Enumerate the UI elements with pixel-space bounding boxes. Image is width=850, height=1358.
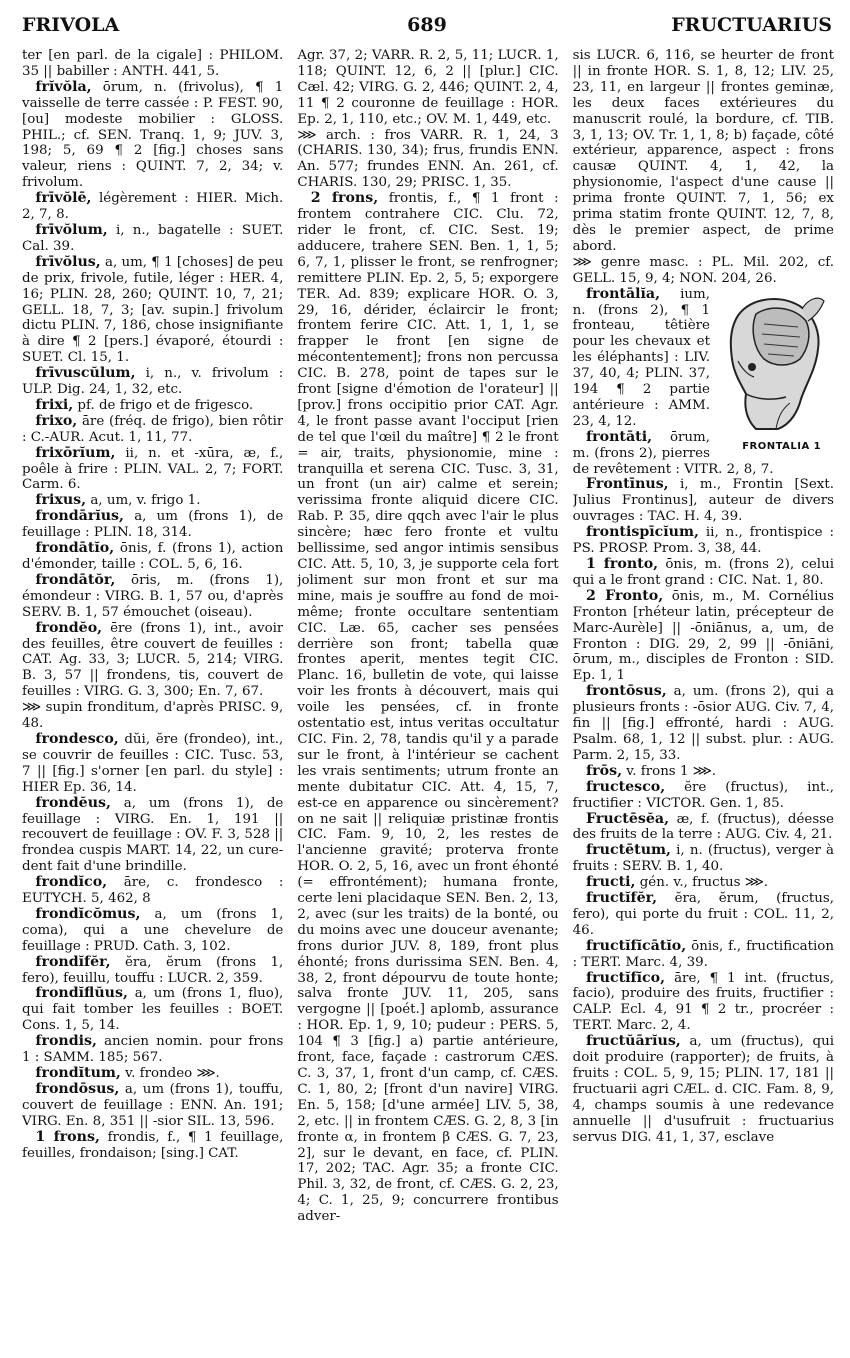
dictionary-entry <box>573 589 834 684</box>
entry-text: a, um (frons 1), touffu, couvert de feuillage : ENN. An. 191; VIRG. En. 8, 351 || -sior SIL. 13, 596. <box>22 1081 284 1129</box>
dictionary-entry <box>22 509 283 541</box>
entry-text: a, um, v. frigo 1. <box>90 493 201 509</box>
entry-text: āre (fréq. de frigo), bien rôtir : C.-AUR. Acut. 1, 11, 77. <box>22 413 284 445</box>
entry-headword: frōs, <box>586 762 623 779</box>
entry-text: ōnis, m. (frons 2), celui qui a le front grand : CIC. Nat. 1, 80. <box>572 557 834 588</box>
entry-headword: frondĭco, <box>35 874 108 891</box>
header-left-guide-word: FRIVOLA <box>22 14 120 36</box>
entry-text: ōris, m. (frons 1), émondeur : VIRG. B. 1, 57 ou, d'après SERV. B. 1, 57 émouchet (oiseau). <box>22 572 284 620</box>
entry-headword: fructētum, <box>586 842 671 859</box>
dictionary-entry <box>22 1130 283 1162</box>
entry-headword: frontōsus, <box>586 683 667 700</box>
dictionary-entry <box>22 446 283 494</box>
header-right-guide-word: FRUCTUARIUS <box>671 14 832 36</box>
entry-headword: fructĭfĭcātĭo, <box>586 937 687 954</box>
entry-headword: frĭvŏla, <box>35 78 92 95</box>
dictionary-entry <box>22 493 283 509</box>
entry-headword: Frontīnus, <box>586 476 669 493</box>
dictionary-entry <box>22 366 283 398</box>
entry-text: légèrement : HIER. Mich. 2, 7, 8. <box>22 191 284 223</box>
dictionary-entry <box>22 700 283 732</box>
column-3 <box>573 48 834 1346</box>
dictionary-entry <box>22 732 283 796</box>
entry-headword: frondātĭo, <box>35 540 115 557</box>
entry-text: i, m., Frontin [Sext. Julius Frontinus], auteur de divers ouvrages : TAC. H. 4, 39. <box>572 477 834 525</box>
entry-headword: 2 frons, <box>310 190 379 207</box>
dictionary-entry <box>573 891 834 939</box>
entry-text: gén. v., fructus ⋙. <box>639 875 769 891</box>
dictionary-entry <box>22 907 283 955</box>
dictionary-entry <box>573 843 834 875</box>
dictionary-entry <box>22 414 283 446</box>
entry-headword: frondōsus, <box>35 1080 120 1097</box>
dictionary-entry <box>573 557 834 589</box>
entry-headword: frontālĭa, <box>586 285 661 302</box>
text-columns <box>22 48 834 1346</box>
entry-text: frontis, f., ¶ 1 front : frontem contrahere CIC. Clu. 72, rider le front, cf. CIC. Sest. 19; adducere, trahere SEN. Ben. 1, 1, 5; 6, 7, 1, plisser le front, se renfrogner; remittere PLIN. Ep. 2, 5, 5; exporgere TER. Ad. 839; explicare HOR. O. 3, 29, 16, dérider, éclaircir le front; frontem ferire CIC. Att. 1, 1, 1, se frapper le front [en signe de mécontentement]; frons non percussa CIC. B. 278, point de tapes sur le front [signe d'émotion de l'orateur] || [prov.] frons occipitio prior CAT. Agr. 4, le front passe avant l'occiput [rien de tel que l'œil du maître] ¶ 2 le front = air, traits, physionomie, mine : tranquilla et serena CIC. Tusc. 3, 31, un front (un air) calme et serein; verissima fronte aliquid dicere CIC. Rab. P. 35, dire qqch avec l'air le plus sincère; hæc fero fronte et vultu bellissime, sed angor intimis sensibus CIC. Att. 5, 10, 3, je supporte cela fort joliment sur mon front et sur ma mine, mais je souffre au fond de moi-même; fronte occultare sententiam CIC. Læ. 65, cacher ses pensées derrière son front; tabella quæ frontes aperit, mentes tegit CIC. Planc. 16, bulletin de vote, qui laisse voir les fronts à découvert, mais qui voile les pensées, cf. in fronte ostentatio est, intus veritas occultatur CIC. Fin. 2, 78, tandis qu'il y a parade sur le front, à l'intérieur se cachent les vrais sentiments; utrum fronte an mente dubitatur CIC. Att. 4, 15, 7, est-ce en apparence ou sincèrement? on ne sait || reliquiæ pristinæ frontis CIC. Fam. 9, 10, 2, les restes de l'ancienne gravité; proterva fronte HOR. O. 2, 5, 16, avec un front éhonté (= effrontément); humana fronte, certe leni placidaque SEN. Ben. 2, 13, 2, avec (sur les traits) de la bonté, ou du moins avec une douceur avenante; frons durior JUV. 8, 189, front plus éhonté; frons durissima SEN. Ben. 4, 38, 2, front dépourvu de toute honte; salva fronte JUV. 11, 205, sans vergogne || [poét.] aplomb, assurance : HOR. Ep. 1, 9, 10; pudeur : PERS. 5, 104 ¶ 3 [fig.] a) partie antérieure, front, face, façade : castrorum CÆS. C. 3, 37, 1, front d'un camp, cf. CÆS. C. 1, 80, 2; [front d'un navire] VIRG. En. 5, 158; [d'une armée] LIV. 5, 38, 2, etc. || in frontem CÆS. G. 2, 8, 3 [in fronte α, in frontem β CÆS. G. 7, 23, 2], sur le devant, en face, cf. PLIN. 17, 202; TAC. Agr. 35; a fronte CIC. Phil. 3, 32, de front, cf. CÆS. G. 2, 23, 4; C. 1, 25, 9; concurrere frontibus adver- <box>297 191 559 1225</box>
dictionary-entry <box>22 48 283 80</box>
entry-headword: frondĭtum, <box>35 1065 121 1081</box>
entry-text: i, n. (fructus), verger à fruits : SERV. B. 1, 40. <box>572 843 834 875</box>
entry-text: i, n., bagatelle : SUET. Cal. 39. <box>22 222 284 254</box>
dictionary-entry <box>573 525 834 557</box>
entry-text: ancien nomin. pour frons 1 : SAMM. 185; 567. <box>22 1034 284 1066</box>
dictionary-entry <box>22 621 283 701</box>
dictionary-entry <box>22 398 283 414</box>
entry-headword: Fructēsĕa, <box>586 810 670 827</box>
dictionary-entry <box>573 477 834 525</box>
entry-headword: frondesco, <box>35 730 119 747</box>
dictionary-entry <box>573 780 834 812</box>
entry-text: a, um (frons 1, coma), qui a une chevelure de feuillage : PRUD. Cath. 3, 102. <box>22 906 284 954</box>
dictionary-entry <box>297 128 558 192</box>
entry-headword: 1 frons, <box>35 1128 100 1145</box>
entry-headword: frondĭcŏmus, <box>35 905 141 922</box>
entry-headword: frondĭflŭus, <box>35 985 128 1002</box>
entry-headword: frixi, <box>35 396 74 413</box>
entry-text: i, n., v. frivolum : ULP. Dig. 24, 1, 32, etc. <box>22 366 284 398</box>
entry-headword: fructĭfĭco, <box>586 969 666 986</box>
entry-text: ⋙ supin fronditum, d'après PRISC. 9, 48. <box>22 700 284 732</box>
entry-text: v. frondeo ⋙. <box>125 1066 220 1081</box>
page-number: 689 <box>407 14 447 36</box>
dictionary-entry <box>22 573 283 621</box>
figure-caption: FRONTALIA 1 <box>742 440 822 452</box>
entry-headword: frondātŏr, <box>35 571 116 588</box>
entry-text: sis LUCR. 6, 116, se heurter de front || in fronte HOR. S. 1, 8, 12; LIV. 25, 23, 11, en largeur || frontes geminæ, les deux faces extérieures du manuscrit roulé, la bordure, cf. TIB. 3, 1, 13; OV. Tr. 1, 1, 8; b) façade, côté extérieur, apparence, aspect : frons causæ QUINT. 4, 1, 42, la physionomie, l'aspect d'une cause || prima fronte QUINT. 7, 1, 56; ex prima statim fronte QUINT. 12, 7, 8, dès le premier aspect, de prime abord. <box>572 48 834 254</box>
entry-headword: 1 fronto, <box>586 556 659 572</box>
dictionary-entry <box>573 48 834 255</box>
entry-headword: fructĭfĕr, <box>586 890 658 907</box>
entry-headword: frondĕo, <box>35 619 103 636</box>
entry-text: ōrum, n. (frivolus), ¶ 1 vaisselle de terre cassée : P. FEST. 90, [ou] modeste mobilier : GLOSS. PHIL.; cf. SEN. Tranq. 1, 9; JUV. 3, 198; 5, 69 ¶ 2 [fig.] choses sans valeur, riens : QUINT. 7, 2, 34; v. frivolum. <box>22 79 284 191</box>
dictionary-entry <box>22 1082 283 1130</box>
entry-text: æ, f. (fructus), déesse des fruits de la terre : AUG. Civ. 4, 21. <box>572 811 834 843</box>
column-2 <box>297 48 558 1346</box>
entry-headword: frixo, <box>35 412 78 429</box>
entry-text: ter [en parl. de la cigale] : PHILOM. 35 || babiller : ANTH. 441, 5. <box>22 48 284 79</box>
entry-text: āre, c. frondesco : EUTYCH. 5, 462, 8 <box>22 875 284 907</box>
entry-text: a, um. (frons 2), qui a plusieurs fronts : -ōsior AUG. Civ. 7, 4, fin || [fig.] effronté, hardi : AUG. Psalm. 68, 1, 12 || subst. plur. : AUG. Parm. 2, 15, 33. <box>572 684 834 763</box>
entry-headword: frondĭfĕr, <box>35 953 111 970</box>
entry-text: a, um (frons 1, fluo), qui fait tomber les feuilles : BOET. Cons. 1, 5, 14. <box>22 986 284 1034</box>
entry-text: ōnis, f., fructification : TERT. Marc. 4, 39. <box>572 938 834 970</box>
entry-headword: frondis, <box>35 1033 97 1050</box>
entry-headword: frontāti, <box>586 428 653 445</box>
entry-text: pf. de frigo et de frigesco. <box>77 397 254 413</box>
entry-headword: fructi, <box>586 874 636 891</box>
entry-text: āre, ¶ 1 int. (fructus, facio), produire des fruits, fructifier : CALP. Ecl. 4, 91 ¶ 2 tr., procréer : TERT. Marc. 2, 4. <box>572 970 834 1034</box>
entry-text: a, um (frons 1), de feuillage : PLIN. 18, 314. <box>22 509 284 541</box>
entry-text: ōnis, f. (frons 1), action d'émonder, taille : COL. 5, 6, 16. <box>22 541 284 572</box>
dictionary-entry <box>573 875 834 891</box>
entry-text: ⋙ genre masc. : PL. Mil. 202, cf. GELL. 15, 9, 4; NON. 204, 26. <box>572 254 834 286</box>
entry-headword: frīvŏlus, <box>35 253 101 270</box>
frontalia-figure <box>716 289 834 455</box>
horse-head-frontlet-illustration <box>716 289 834 435</box>
dictionary-entry <box>22 223 283 255</box>
entry-headword: fructŭārĭus, <box>586 1033 681 1050</box>
dictionary-entry <box>22 796 283 876</box>
dictionary-entry <box>22 986 283 1034</box>
dictionary-entry <box>22 80 283 191</box>
dictionary-entry <box>22 955 283 987</box>
entry-text: ōrum, m. (frons 2), pierres de revêtement : VITR. 2, 8, 7. <box>572 429 774 477</box>
entry-text: a, um, ¶ 1 [choses] de peu de prix, frivole, futile, léger : HER. 4, 16; PLIN. 28, 260; QUINT. 10, 7, 21; GELL. 18, 7, 3; [av. supin.] frivolum dictu PLIN. 7, 186, chose insignifiante à dire ¶ 2 [pers.] évaporé, étourdi : SUET. Cl. 15, 1. <box>22 254 284 366</box>
dictionary-entry <box>22 255 283 366</box>
entry-text: ēre (frons 1), int., avoir des feuilles, être couvert de feuilles : CAT. Ag. 33, 3; LUCR. 5, 214; VIRG. B. 3, 57 || frondens, tis, couvert de feuilles : VIRG. G. 3, 300; En. 7, 67. <box>22 620 284 700</box>
dictionary-entry <box>573 684 834 764</box>
entry-headword: frīvuscŭlum, <box>35 365 136 382</box>
dictionary-entry <box>573 255 834 287</box>
entry-text: ĕra, ĕrum, (fructus, fero), qui porte du fruit : COL. 11, 2, 46. <box>572 891 834 938</box>
dictionary-entry <box>22 1034 283 1066</box>
dictionary-entry <box>22 875 283 907</box>
dictionary-entry <box>297 191 558 1225</box>
entry-text: Agr. 37, 2; VARR. R. 2, 5, 11; LUCR. 1, 118; QUINT. 12, 6, 2 || [plur.] CIC. Cæl. 42; VIRG. G. 2, 446; QUINT. 2, 4, 11 ¶ 2 couronne de feuillage : HOR. Ep. 2, 1, 110, etc.; OV. M. 1, 449, etc. <box>297 48 559 127</box>
entry-text: a, um (frons 1), de feuillage : VIRG. En. 1, 191 || recouvert de feuillage : OV. F. 3, 528 || frondea cuspis MART. 14, 22, un cure-dent fait d'une brindille. <box>22 795 284 875</box>
dictionary-entry <box>573 764 834 780</box>
entry-headword: 2 Fronto, <box>586 587 664 604</box>
entry-text: a, um (fructus), qui doit produire (rapporter); de fruits, à fruits : COL. 5, 9, 15; PLIN. 17, 181 || fructuarii agri CÆL. d. CIC. Fam. 8, 9, 4, champs soumis à une redevance annuelle || d'usufruit : fructuarius servus DIG. 41, 1, 37, esclave <box>572 1034 834 1145</box>
dictionary-entry <box>22 541 283 573</box>
entry-text: ii, n. et -xūra, æ, f., poêle à frire : PLIN. VAL. 2, 7; FORT. Carm. 6. <box>22 445 284 493</box>
entry-text: ĕre (fructus), int., fructifier : VICTOR. Gen. 1, 85. <box>572 779 834 811</box>
dictionary-entry <box>573 939 834 971</box>
entry-headword: frīvŏlē, <box>35 190 92 207</box>
dictionary-entry <box>22 1066 283 1082</box>
entry-headword: frixōrĭum, <box>35 444 116 461</box>
entry-text: ii, n., frontispice : PS. PROSP. Prom. 3, 38, 44. <box>572 525 834 557</box>
entry-text: dŭi, ĕre (frondeo), int., se couvrir de feuilles : CIC. Tusc. 53, 7 || [fig.] s'orner [en parl. du style] : HIER Ep. 36, 14. <box>22 731 284 795</box>
entry-text: ium, n. (frons 2), ¶ 1 fronteau, têtière pour les chevaux et les éléphants] : LIV. 37, 40, 4; PLIN. 37, 194 ¶ 2 partie antérieure : AMM. 23, 4, 12. <box>572 286 710 429</box>
entry-headword: frondārĭus, <box>35 508 124 525</box>
dictionary-entry <box>573 971 834 1035</box>
entry-headword: fructesco, <box>586 778 666 795</box>
entry-text: ⋙ arch. : fros VARR. R. 1, 24, 3 (CHARIS. 130, 34); frus, frundis ENN. An. 577; frundes ENN. An. 261, cf. CHARIS. 130, 29; PRISC. 1, 35. <box>297 127 559 191</box>
entry-headword: frondĕus, <box>35 794 111 811</box>
dictionary-entry <box>573 1034 834 1145</box>
entry-headword: frontispīcĭum, <box>586 524 699 541</box>
entry-text: frondis, f., ¶ 1 feuillage, feuilles, frondaison; [sing.] CAT. <box>22 1129 284 1161</box>
entry-headword: frīvŏlum, <box>35 221 108 238</box>
column-1 <box>22 48 283 1346</box>
dictionary-entry <box>297 48 558 128</box>
entry-headword: frixus, <box>35 492 87 509</box>
dictionary-entry <box>22 191 283 223</box>
entry-text: v. frons 1 ⋙. <box>626 763 717 779</box>
dictionary-entry <box>573 812 834 844</box>
page-header <box>22 6 832 42</box>
entry-text: ōnis, m., M. Cornélius Fronton [rhéteur latin, précepteur de Marc-Aurèle] || -ōniānus, a, um, de Fronton : DIG. 29, 2, 99 || -ōniāni, ōrum, m., disciples de Fronton : SID. Ep. 1, 1 <box>572 588 834 684</box>
entry-text: ĕra, ĕrum (frons 1, fero), feuillu, touffu : LUCR. 2, 359. <box>22 954 284 986</box>
